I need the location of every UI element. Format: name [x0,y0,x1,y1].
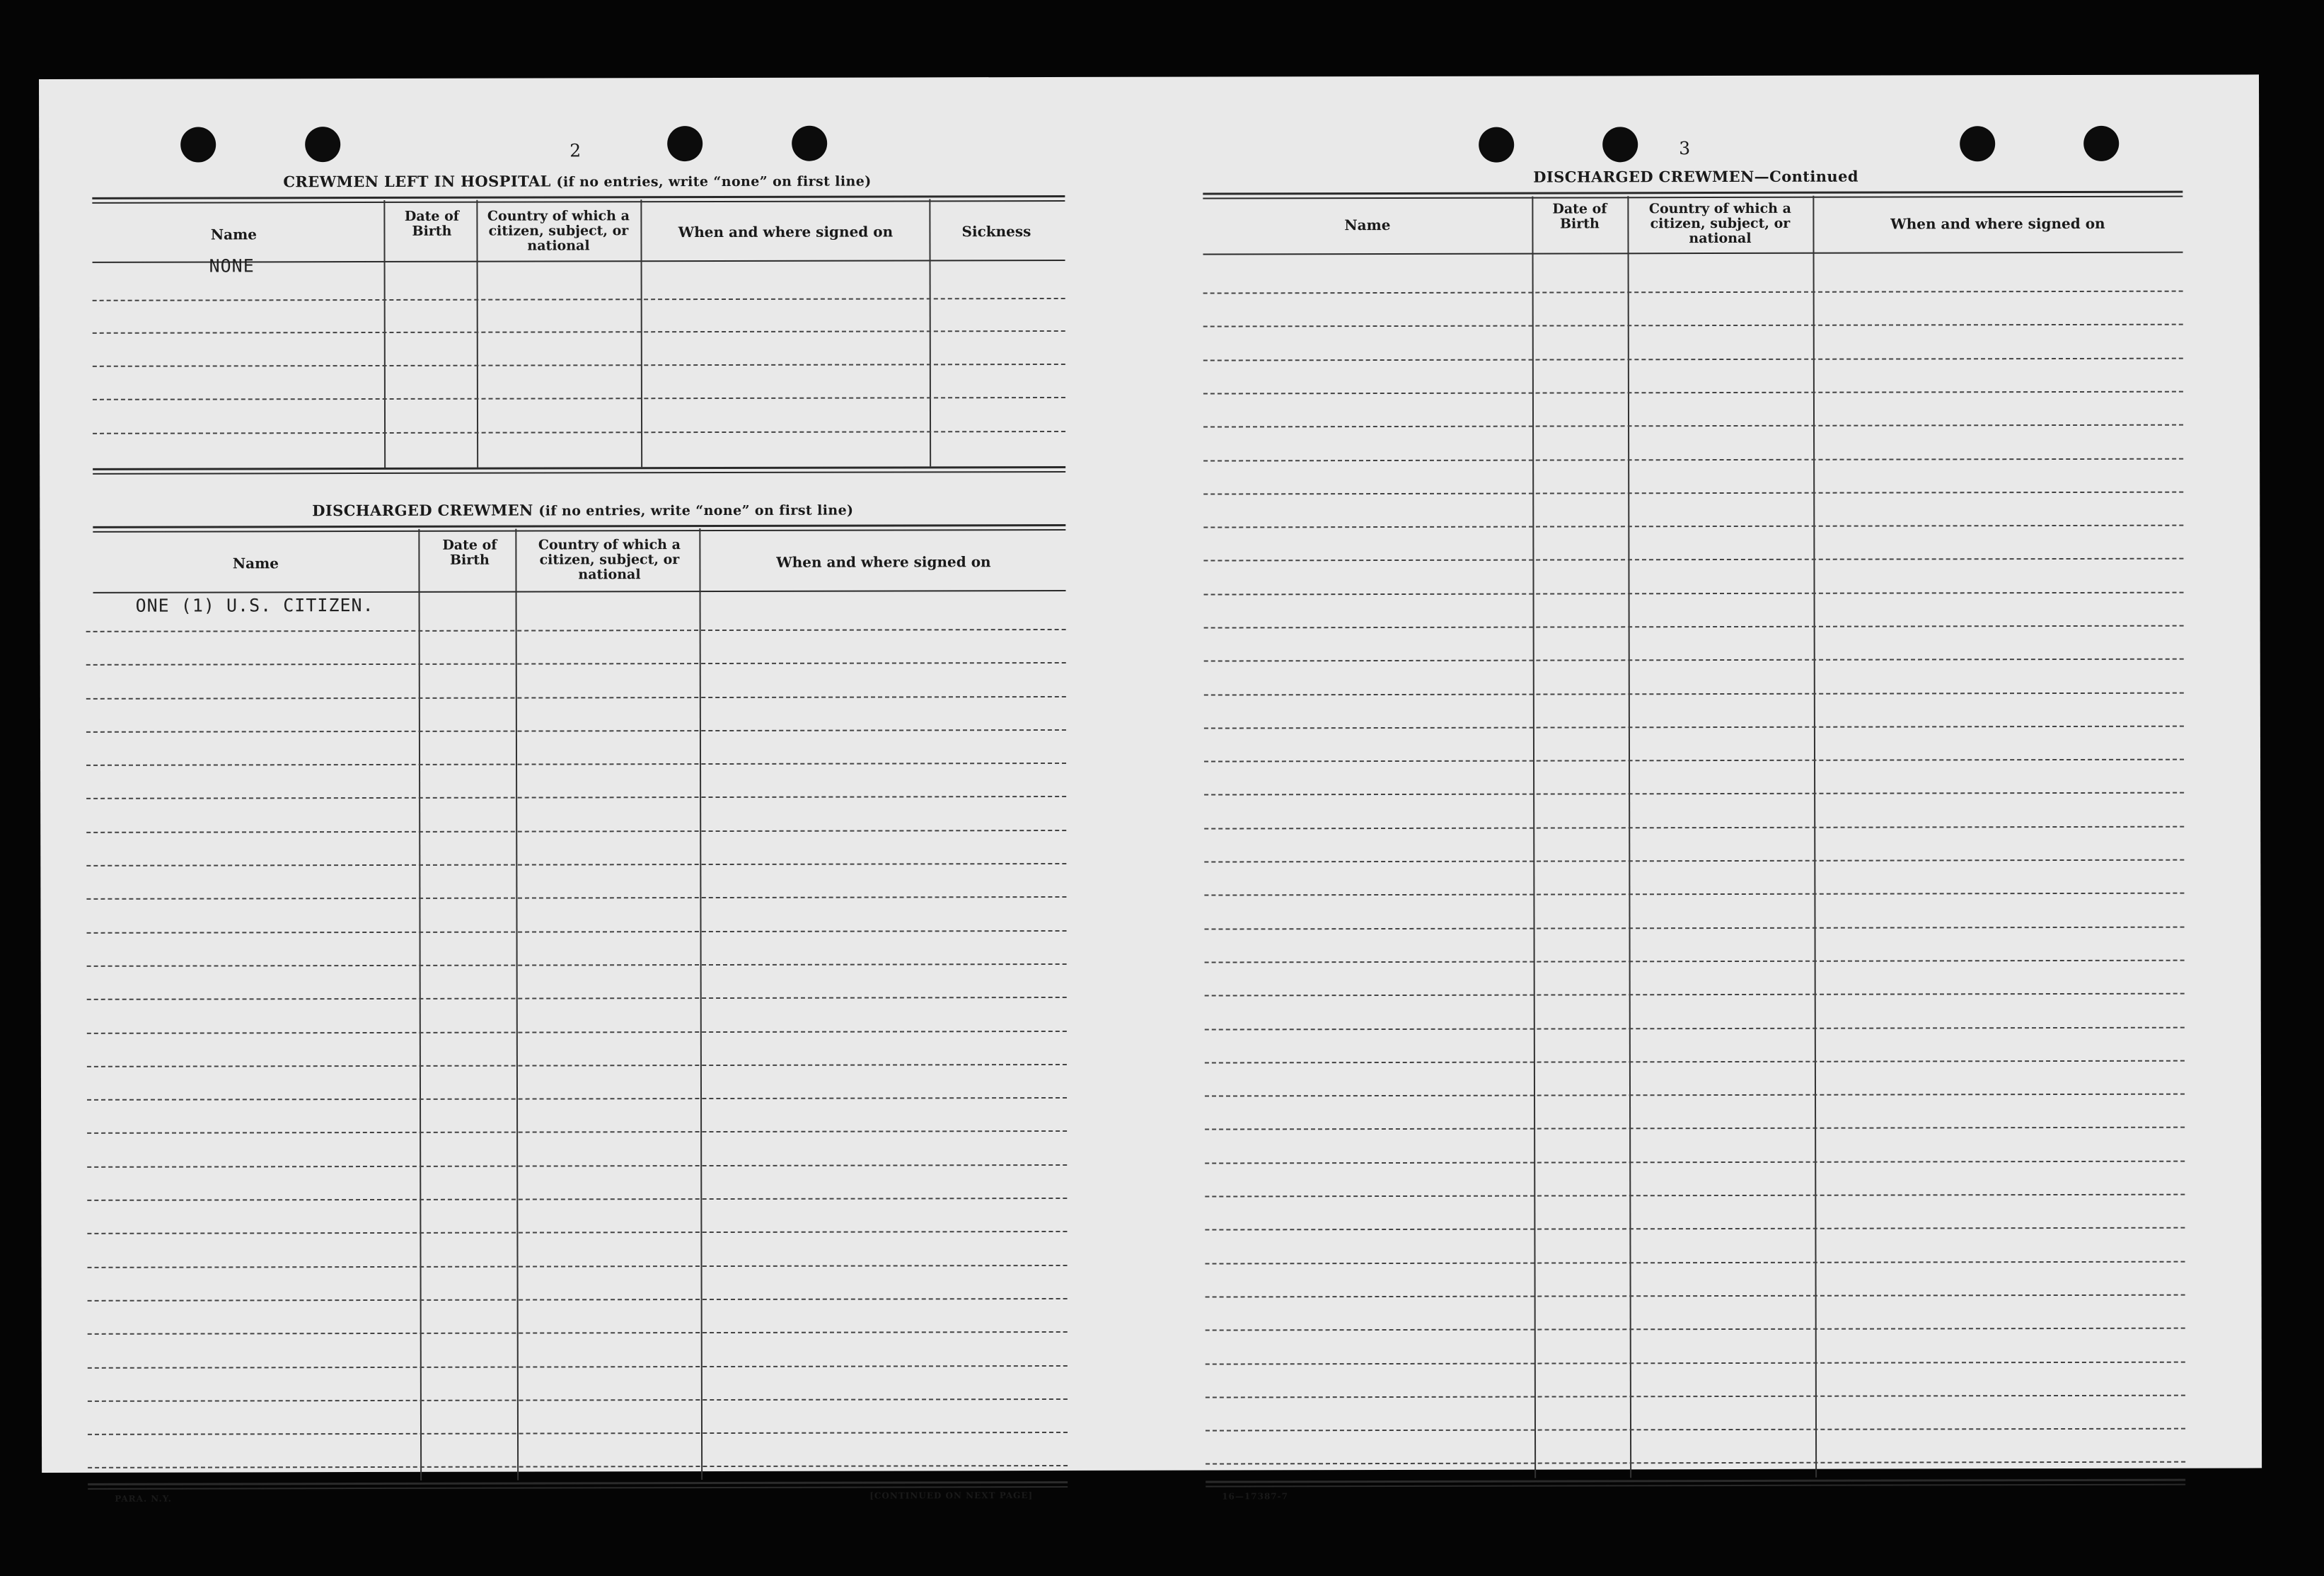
discharged-title-main: DISCHARGED CREWMEN [312,501,533,520]
right-col-signed-on: When and where signed on [1890,214,2105,233]
discharged-divider [515,529,519,1481]
row-line [1206,1428,2185,1432]
row-line [86,863,1066,867]
row-line [87,1231,1067,1234]
row-line [87,1164,1067,1168]
hospital-col-sickness: Sickness [961,223,1031,241]
row-line [87,930,1067,934]
row-line [86,830,1066,833]
row-line [1206,1328,2185,1331]
discharged-col-dob: Date of Birth [442,537,497,568]
punch-hole-1 [180,127,216,162]
discharged-entry: ONE (1) U.S. CITIZEN. [135,595,374,616]
row-line [86,662,1066,666]
hospital-row-line [93,431,1065,434]
row-line [1204,792,2184,796]
hospital-row-line [93,397,1065,400]
row-line [1203,558,2183,562]
row-line [1204,659,2184,662]
row-line [1205,1127,2185,1130]
row-line [86,896,1066,900]
row-line [1203,492,2183,495]
right-col-dob: Date of Birth [1552,201,1607,232]
discharged-top-rule [93,524,1065,533]
right-divider [1813,196,1817,1478]
row-line [1205,1227,2185,1231]
row-line [1203,525,2183,528]
hospital-row-line [93,364,1065,367]
hospital-title-main: CREWMEN LEFT IN HOSPITAL [283,172,551,191]
row-line [1205,1060,2185,1064]
row-line [87,1097,1067,1101]
row-line [87,1130,1067,1134]
row-line [86,629,1066,632]
row-line [1205,960,2185,963]
discharged-rows-left [39,74,2259,79]
discharged-col-country: Country of which a citizen, subject, or national [538,537,681,583]
discharged-table-title [312,501,853,520]
right-col-name: Name [1344,216,1391,234]
row-line [88,1331,1068,1335]
row-line [1205,1094,2185,1097]
row-line [87,1064,1067,1067]
right-col-country: Country of which a citizen, subject, or national [1648,200,1791,247]
right-divider [1532,197,1536,1478]
row-line [1203,458,2183,462]
row-line [1204,625,2184,629]
row-line [1204,592,2184,596]
row-line [1206,1294,2185,1298]
hospital-top-rule [92,195,1065,204]
discharged-bottom-rule [88,1481,1068,1490]
row-line [86,729,1066,733]
row-line [88,1298,1068,1302]
page-number-right: 3 [1679,138,1691,159]
right-divider [1627,196,1631,1478]
row-line [1205,1161,2185,1164]
row-line [1204,893,2184,896]
hospital-col-dob: Date of Birth [404,208,459,239]
hospital-row-line [93,298,1065,301]
hospital-row-line [93,330,1065,334]
punch-hole-4 [792,126,827,161]
row-line [87,1198,1067,1201]
row-line [1204,693,2184,696]
row-line [1206,1461,2185,1465]
row-line [1204,859,2184,863]
row-line [1205,993,2185,997]
row-line [87,963,1067,967]
footer-printer: PARA. N.Y. [115,1493,172,1504]
punch-hole-3 [667,126,703,161]
row-line [1204,826,2184,830]
discharged-rows-right [39,74,2259,79]
hospital-col-signed-on: When and where signed on [678,223,894,241]
right-top-rule [1203,191,2183,199]
row-line [1203,358,2183,361]
row-line [87,1031,1067,1034]
row-line [1203,324,2183,328]
right-header-rule [1203,252,2183,255]
row-line [1204,759,2184,763]
row-line [86,696,1066,700]
row-line [86,763,1066,766]
punch-hole-7 [1960,126,1995,161]
hospital-bottom-rule [93,466,1065,475]
footer-continued: [CONTINUED ON NEXT PAGE] [869,1490,1034,1501]
hospital-col-name: Name [210,226,258,243]
row-line [1203,291,2183,294]
discharged-divider [699,528,703,1480]
row-line [1203,424,2183,428]
row-line [1203,391,2183,395]
punch-hole-8 [2083,126,2119,161]
hospital-col-country: Country of which a citizen, subject, or national [487,208,630,254]
row-line [88,1432,1068,1435]
row-line [88,1398,1068,1402]
form-sheet [39,74,2262,1504]
row-line [1205,1194,2185,1198]
row-line [88,1265,1068,1268]
row-line [1206,1395,2185,1398]
footer-form-code: 16—17387-7 [1222,1491,1288,1502]
hospital-divider [383,200,386,468]
discharged-title-note: (if no entries, write “none” on first line) [538,502,854,519]
row-line [1205,1027,2185,1031]
right-bottom-rule [1206,1479,2185,1488]
row-line [1206,1362,2185,1365]
discharged-col-signed-on: When and where signed on [776,553,991,571]
hospital-table-title [283,172,871,191]
page-number-left: 2 [570,140,582,161]
punch-hole-5 [1479,127,1514,163]
hospital-title-note: (if no entries, write “none” on first line) [556,173,872,190]
discharged-header-rule [93,590,1066,593]
row-line [88,1365,1068,1369]
row-line [88,1465,1068,1468]
row-line [1204,726,2184,729]
row-line [1206,1261,2185,1265]
discharged-continued-title: DISCHARGED CREWMEN—Continued [1533,167,1858,186]
row-line [87,997,1067,1000]
discharged-col-name: Name [232,555,279,572]
punch-hole-2 [305,127,340,162]
row-line [1205,927,2185,930]
hospital-entry: NONE [209,255,255,277]
punch-hole-6 [1602,127,1638,162]
row-line [86,796,1066,799]
discharged-divider [418,529,422,1481]
